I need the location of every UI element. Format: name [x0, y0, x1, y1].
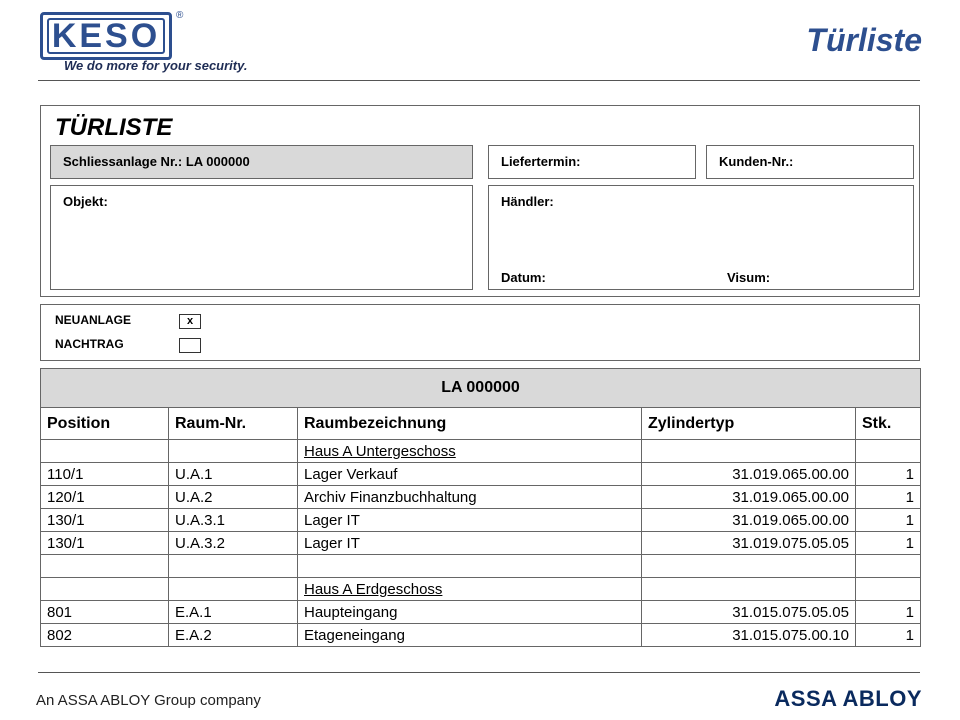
assa-abloy-logo: ASSA ABLOY — [774, 686, 922, 711]
cell-stk: 1 — [856, 463, 921, 486]
kunden-nr-label: Kunden-Nr.: — [719, 154, 794, 169]
registered-mark: ® — [176, 10, 184, 21]
door-list-table-wrap — [40, 368, 920, 647]
cell-raumbezeichnung: Haupteingang — [298, 601, 642, 624]
cell-position: 130/1 — [41, 532, 169, 555]
datum-label: Datum: — [501, 270, 546, 285]
order-header-panel — [40, 105, 920, 297]
schliessanlage-field — [50, 145, 473, 179]
table-row — [41, 440, 921, 463]
cell-stk — [856, 578, 921, 601]
cell-zylindertyp — [642, 578, 856, 601]
cell-stk: 1 — [856, 624, 921, 647]
col-header-stk: Stk. — [856, 408, 921, 440]
visum-label: Visum: — [727, 270, 771, 285]
cell-raumbezeichnung: Etageneingang — [298, 624, 642, 647]
header-divider — [38, 80, 920, 81]
cell-raumbezeichnung — [298, 555, 642, 578]
col-header-zylindertyp: Zylindertyp — [642, 408, 856, 440]
cell-raum-nr: E.A.2 — [169, 624, 298, 647]
cell-raum-nr: U.A.3.2 — [169, 532, 298, 555]
table-row — [41, 601, 921, 624]
table-title-row — [41, 369, 921, 408]
kunden-nr-field — [706, 145, 914, 179]
table-row — [41, 624, 921, 647]
table-row — [41, 463, 921, 486]
footer-divider — [38, 672, 920, 673]
door-list-table — [40, 368, 921, 647]
table-row — [41, 532, 921, 555]
table-header-row — [41, 408, 921, 440]
col-header-raumbezeichnung: Raumbezeichnung — [298, 408, 642, 440]
cell-position — [41, 555, 169, 578]
cell-position — [41, 578, 169, 601]
tagline: We do more for your security. — [64, 58, 248, 73]
neuanlage-checkbox[interactable]: x — [179, 314, 201, 329]
cell-position: 110/1 — [41, 463, 169, 486]
cell-position: 802 — [41, 624, 169, 647]
table-row — [41, 578, 921, 601]
cell-raumbezeichnung: Haus A Erdgeschoss — [298, 578, 642, 601]
cell-position: 801 — [41, 601, 169, 624]
cell-zylindertyp: 31.019.065.00.00 — [642, 463, 856, 486]
col-header-raum-nr: Raum-Nr. — [169, 408, 298, 440]
cell-zylindertyp — [642, 555, 856, 578]
keso-logo-frame — [47, 18, 165, 54]
cell-raum-nr — [169, 440, 298, 463]
col-header-position: Position — [41, 408, 169, 440]
form-title: TÜRLISTE — [55, 114, 173, 141]
cell-raum-nr — [169, 555, 298, 578]
haendler-label: Händler: — [501, 194, 554, 209]
cell-stk: 1 — [856, 486, 921, 509]
nachtrag-label: NACHTRAG — [55, 337, 124, 351]
cell-stk: 1 — [856, 532, 921, 555]
cell-zylindertyp: 31.019.065.00.00 — [642, 486, 856, 509]
haendler-field — [488, 185, 914, 290]
nachtrag-checkbox[interactable] — [179, 338, 201, 353]
objekt-field — [50, 185, 473, 290]
cell-raumbezeichnung: Lager IT — [298, 509, 642, 532]
cell-raum-nr — [169, 578, 298, 601]
table-title: LA 000000 — [41, 369, 921, 408]
cell-raumbezeichnung: Archiv Finanzbuchhaltung — [298, 486, 642, 509]
cell-raumbezeichnung: Lager IT — [298, 532, 642, 555]
cell-stk: 1 — [856, 509, 921, 532]
cell-position — [41, 440, 169, 463]
cell-raumbezeichnung: Haus A Untergeschoss — [298, 440, 642, 463]
cell-zylindertyp: 31.015.075.00.10 — [642, 624, 856, 647]
objekt-label: Objekt: — [63, 194, 108, 209]
liefertermin-label: Liefertermin: — [501, 154, 581, 169]
keso-logo-text: KESO — [51, 17, 161, 55]
cell-stk — [856, 555, 921, 578]
cell-stk: 1 — [856, 601, 921, 624]
cell-zylindertyp: 31.015.075.05.05 — [642, 601, 856, 624]
table-body — [41, 440, 921, 647]
schliessanlage-label: Schliessanlage Nr.: LA 000000 — [63, 154, 250, 169]
cell-zylindertyp — [642, 440, 856, 463]
cell-position: 120/1 — [41, 486, 169, 509]
cell-raum-nr: U.A.2 — [169, 486, 298, 509]
liefertermin-field — [488, 145, 696, 179]
neuanlage-label: NEUANLAGE — [55, 313, 132, 327]
cell-zylindertyp: 31.019.075.05.05 — [642, 532, 856, 555]
keso-logo — [40, 12, 172, 60]
cell-raum-nr: U.A.1 — [169, 463, 298, 486]
group-company-text: An ASSA ABLOY Group company — [36, 692, 261, 709]
cell-zylindertyp: 31.019.065.00.00 — [642, 509, 856, 532]
cell-raum-nr: U.A.3.1 — [169, 509, 298, 532]
cell-position: 130/1 — [41, 509, 169, 532]
order-type-panel — [40, 304, 920, 361]
table-row — [41, 509, 921, 532]
table-row — [41, 486, 921, 509]
cell-raum-nr: E.A.1 — [169, 601, 298, 624]
page-title: Türliste — [806, 22, 922, 58]
cell-stk — [856, 440, 921, 463]
cell-raumbezeichnung: Lager Verkauf — [298, 463, 642, 486]
table-row — [41, 555, 921, 578]
